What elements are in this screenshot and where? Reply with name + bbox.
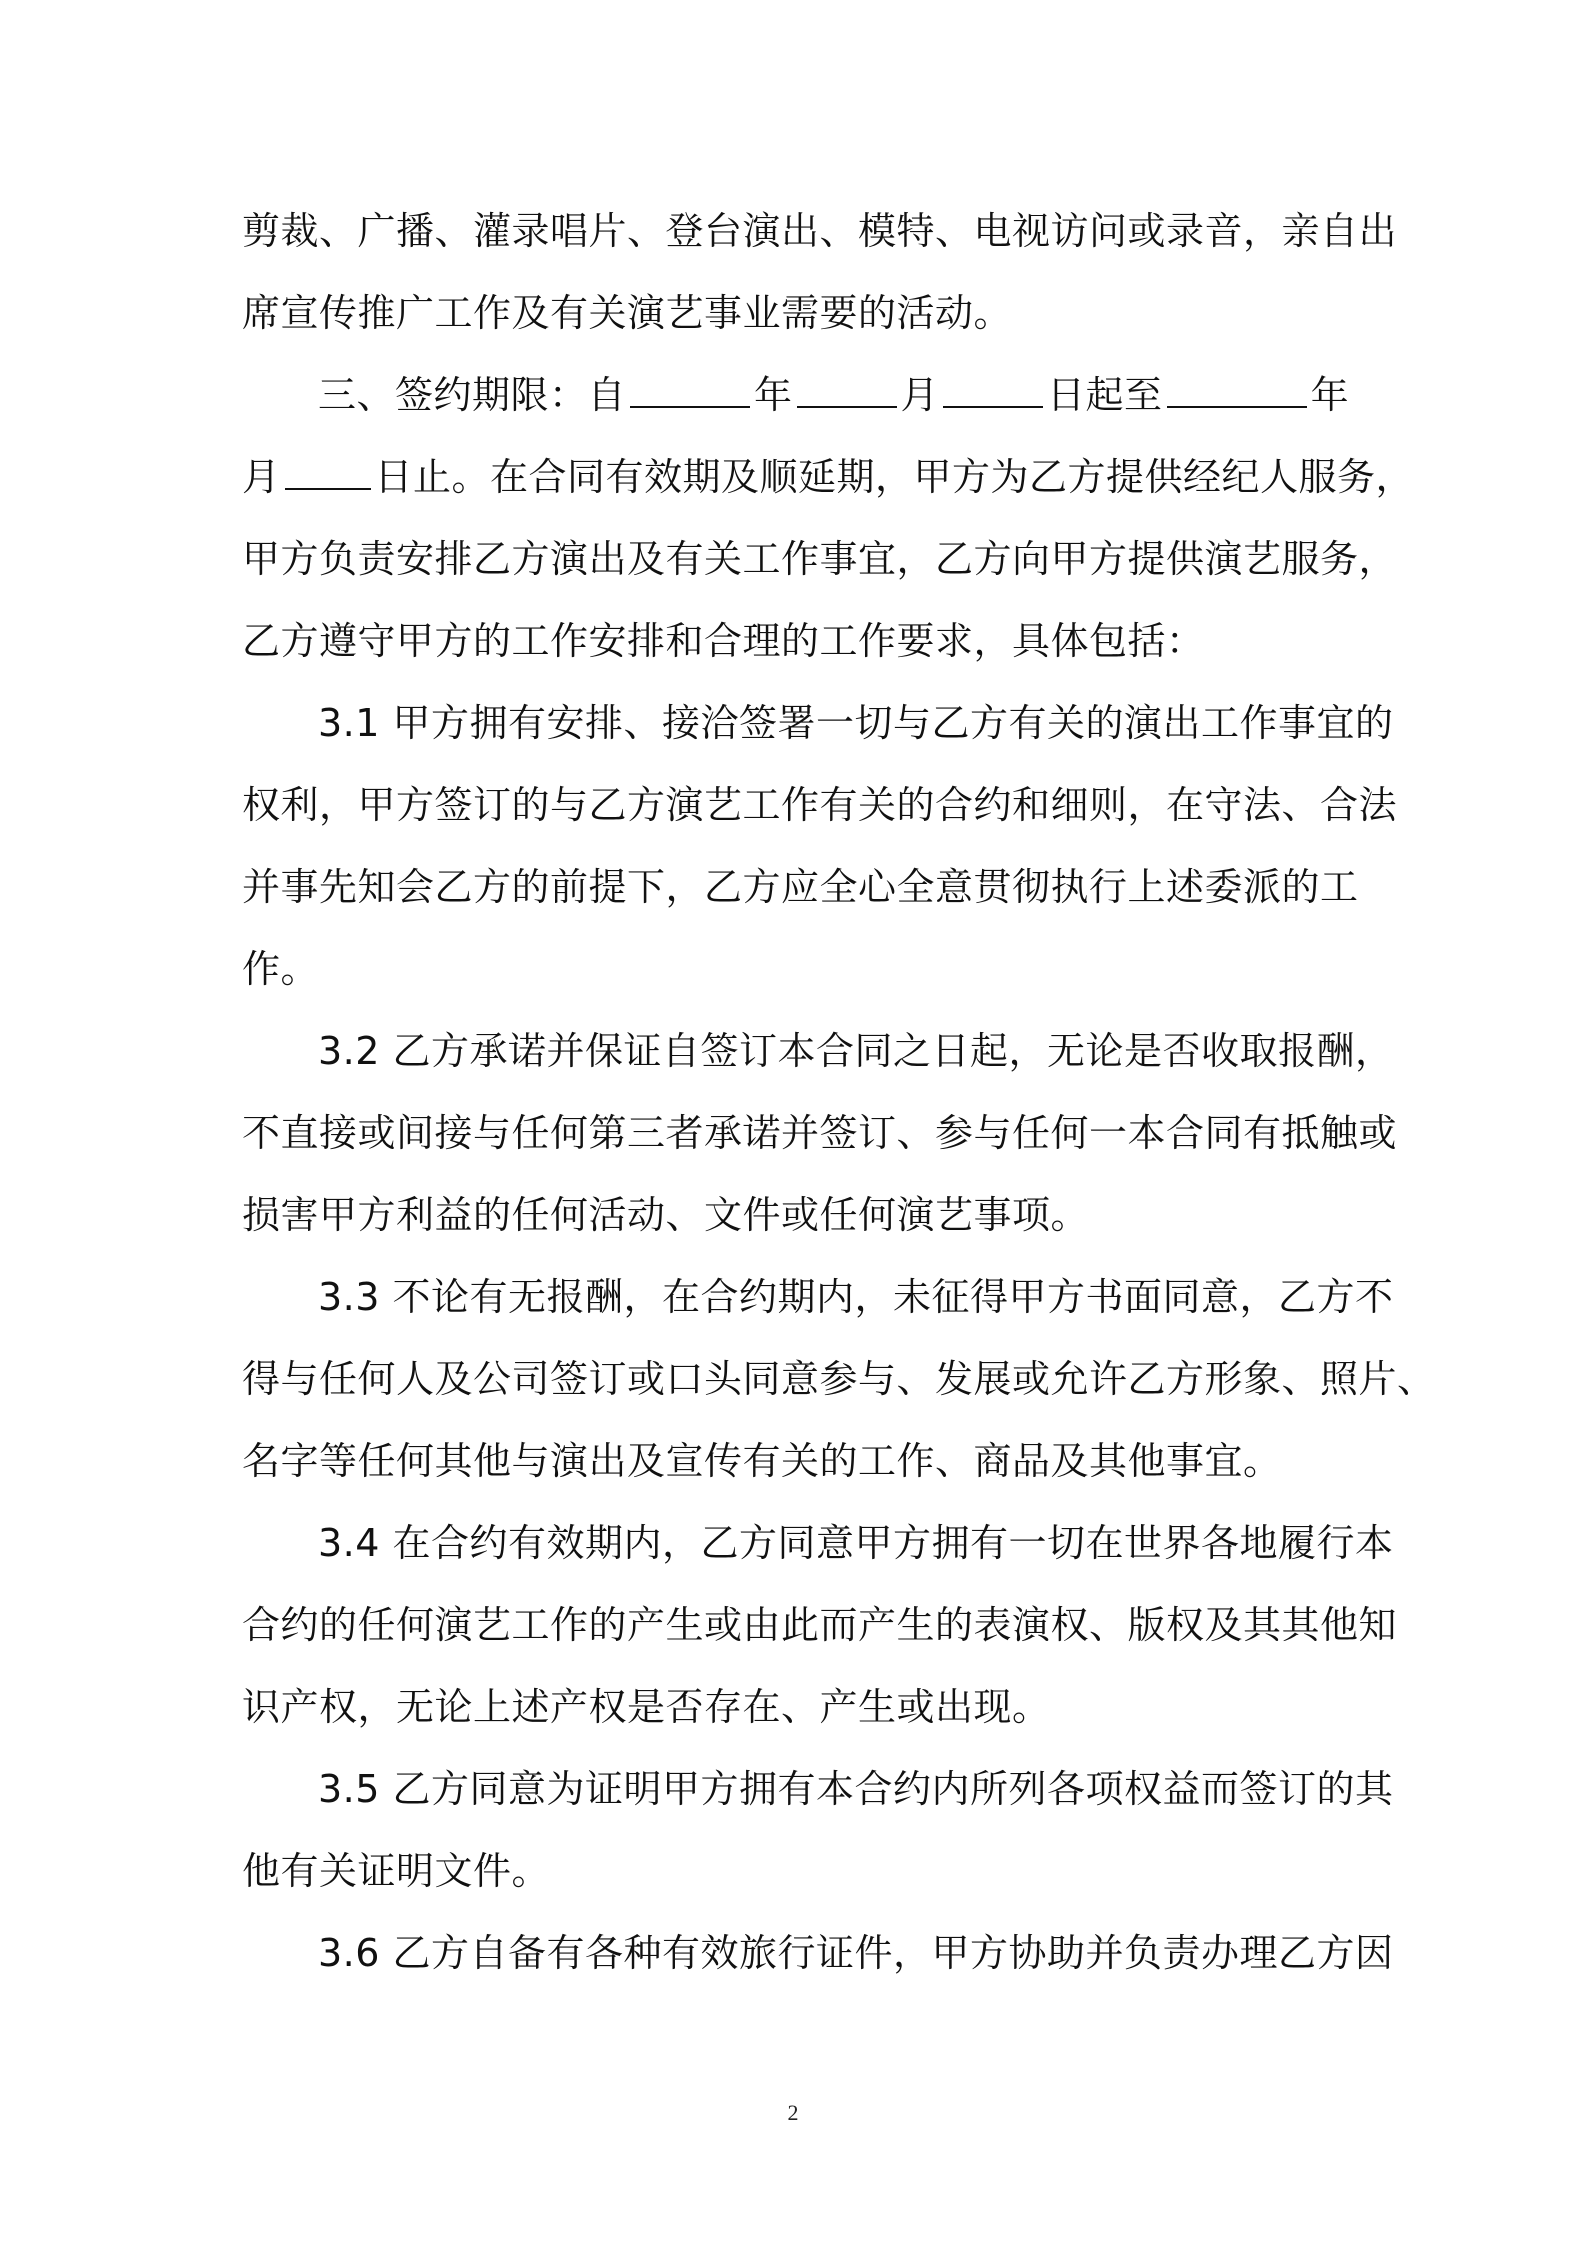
paragraph-line: 名字等任何其他与演出及宣传有关的工作、商品及其他事宜。 bbox=[242, 1439, 1282, 1483]
paragraph-line: 损害甲方利益的任何活动、文件或任何演艺事项。 bbox=[242, 1193, 1090, 1237]
paragraph-line: 席宣传推广工作及有关演艺事业需要的活动。 bbox=[242, 291, 1013, 335]
term-continuation-text: 日止。在合同有效期及顺延期，甲方为乙方提供经纪人服务， bbox=[374, 455, 1415, 499]
clause-3-2-start: 3.2 乙方承诺并保证自签订本合同之日起，无论是否收取报酬， bbox=[318, 1029, 1394, 1073]
term-end-year-label: 年 bbox=[1310, 373, 1350, 417]
paragraph-line: 识产权，无论上述产权是否存在、产生或出现。 bbox=[242, 1685, 1051, 1729]
term-clause-continuation bbox=[242, 454, 1414, 500]
end-year-blank[interactable] bbox=[1167, 372, 1307, 408]
paragraph-line: 不直接或间接与任何第三者承诺并签订、参与任何一本合同有抵触或 bbox=[242, 1111, 1398, 1155]
paragraph-line: 他有关证明文件。 bbox=[242, 1849, 551, 1893]
month-blank[interactable] bbox=[797, 372, 897, 408]
term-day-from-label: 日起至 bbox=[1047, 373, 1163, 417]
term-clause-line bbox=[318, 372, 1349, 418]
day-blank[interactable] bbox=[943, 372, 1043, 408]
paragraph-line: 并事先知会乙方的前提下，乙方应全心全意贯彻执行上述委派的工 bbox=[242, 865, 1359, 909]
paragraph-line: 剪裁、广播、灌录唱片、登台演出、模特、电视访问或录音，亲自出 bbox=[242, 209, 1398, 253]
year-blank[interactable] bbox=[630, 372, 750, 408]
clause-3-1-start: 3.1 甲方拥有安排、接洽签署一切与乙方有关的演出工作事宜的 bbox=[318, 701, 1394, 745]
paragraph-line: 得与任何人及公司签订或口头同意参与、发展或允许乙方形象、照片、 bbox=[242, 1357, 1436, 1401]
clause-3-5-start: 3.5 乙方同意为证明甲方拥有本合约内所列各项权益而签订的其 bbox=[318, 1767, 1394, 1811]
page-number: 2 bbox=[787, 2100, 799, 2125]
paragraph-line: 权利，甲方签订的与乙方演艺工作有关的合约和细则，在守法、合法 bbox=[242, 783, 1398, 827]
term-heading: 三、签约期限：自 bbox=[318, 373, 627, 417]
end-day-blank[interactable] bbox=[285, 454, 371, 490]
term-year-label: 年 bbox=[754, 373, 793, 417]
term-month-label: 月 bbox=[900, 373, 940, 417]
paragraph-line: 作。 bbox=[242, 947, 320, 991]
paragraph-line: 甲方负责安排乙方演出及有关工作事宜，乙方向甲方提供演艺服务， bbox=[242, 537, 1398, 581]
clause-3-6-start: 3.6 乙方自备有各种有效旅行证件，甲方协助并负责办理乙方因 bbox=[318, 1931, 1394, 1975]
clause-3-3-start: 3.3 不论有无报酬，在合约期内，未征得甲方书面同意，乙方不 bbox=[318, 1275, 1394, 1319]
paragraph-line: 合约的任何演艺工作的产生或由此而产生的表演权、版权及其其他知 bbox=[242, 1603, 1398, 1647]
clause-3-4-start: 3.4 在合约有效期内，乙方同意甲方拥有一切在世界各地履行本 bbox=[318, 1521, 1394, 1565]
term-end-month-label: 月 bbox=[242, 455, 281, 499]
paragraph-line: 乙方遵守甲方的工作安排和合理的工作要求，具体包括： bbox=[242, 619, 1205, 663]
